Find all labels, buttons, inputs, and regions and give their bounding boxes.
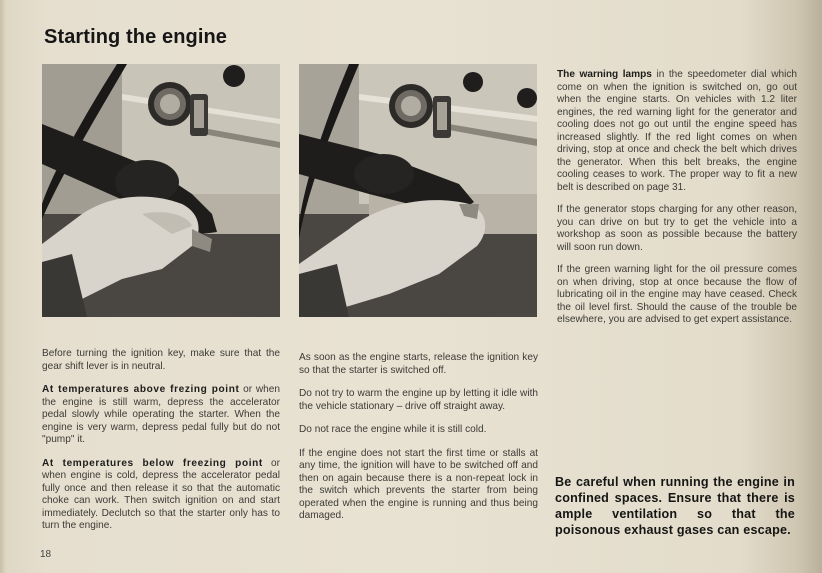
above-freezing-paragraph (42, 384, 280, 447)
caution-notice: Be careful when running the engine in confined spaces. Ensure that there is ample ventilation so that the poisonous exhaust gases can escape. (555, 475, 795, 537)
non-repeat-lock-paragraph: If the engine does not start the first time or stalls at any time, the ignition will have to be switched off and then on again because there is a non-repeat lock in the switch which prevents the starter from being operated when the engine is running and thus being damaged. (299, 447, 538, 521)
column-right (557, 69, 797, 337)
no-racing-paragraph: Do not race the engine while it is still cold. (299, 424, 487, 435)
above-freezing-text: or when the engine is still warm, depress the accelerator pedal slowly while operating the starter. When the engine is very warm, depress pedal fully but do not "pump" it. (42, 384, 280, 445)
page-number: 18 (40, 549, 52, 560)
warning-lamps-heading: The warning lamps (557, 69, 652, 80)
below-freezing-paragraph (42, 458, 280, 533)
column-middle (299, 352, 538, 534)
oil-pressure-paragraph: If the green warning light for the oil pressure comes on when driving, stop at once because the flow of lubricating oil in the engine may have ceased. Check the oil level first. Should the cause of the trouble be elsewhere, you are advised to get expert assistance. (557, 264, 797, 325)
page-binding-shadow (0, 0, 6, 573)
page-title: Starting the engine (44, 26, 228, 48)
above-freezing-heading: At temperatures above frezing point (42, 384, 240, 395)
below-freezing-heading: At temperatures below freezing point (42, 457, 263, 469)
ignition-key-photo-icon (299, 64, 537, 317)
no-idle-paragraph: Do not try to warm the engine up by letting it idle with the vehicle stationary – drive off straight away. (299, 388, 538, 412)
ignition-key-photo-icon (42, 64, 280, 317)
below-freezing-text: or when engine is cold, depress the accelerator pedal fully once and then release it so that the automatic choke can work. Then switch ignition on and start immediately. Declutch so that the starter only has to turn the engine. (42, 457, 281, 531)
release-key-paragraph: As soon as the engine starts, release the ignition key so that the starter is switched off. (299, 352, 538, 376)
generator-paragraph: If the generator stops charging for any other reason, you can drive on but try to get the vehicle into a workshop as soon as possible because the battery will soon run down. (557, 204, 797, 253)
column-left (42, 348, 280, 544)
warning-lamps-paragraph (557, 69, 797, 194)
warning-lamps-text: in the speedometer dial which come on when the ignition is switched on, go out when the engine starts. On vehicles with 1.2 liter engines, the red warning light for the generator and cooling does not go out until the engine speed has increased slightly. If the red light comes on when driving, stop at once and check the belt which drives the generator. When this belt breaks, the engine cooling ceases to work. The proper way to fit a new belt is described on page 31. (557, 69, 797, 193)
photo-ignition-key-release (299, 64, 537, 317)
photo-ignition-key-turning (42, 64, 280, 317)
intro-paragraph: Before turning the ignition key, make sure that the gear shift lever is in neutral. (42, 348, 280, 372)
